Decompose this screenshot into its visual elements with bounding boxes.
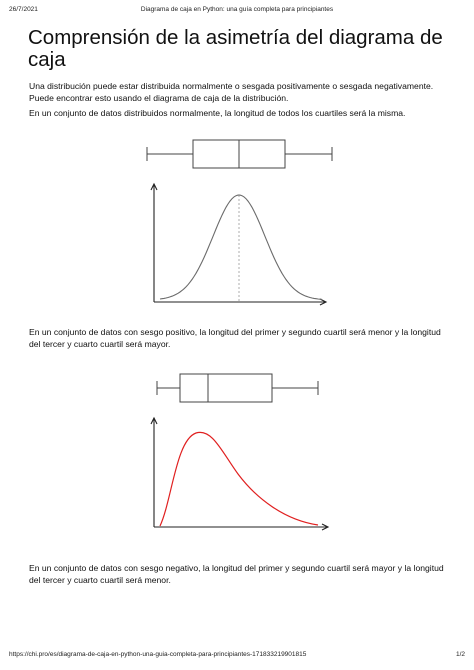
intro-line-2: Puede encontrar esto usando el diagrama de caja de la distribución. (29, 93, 289, 103)
skewed-boxplot (157, 374, 318, 402)
positive-skew-curve (160, 432, 318, 526)
positive-description-line-1: En un conjunto de datos con sesgo positivo, la longitud del primer y segundo cuartil será menor y la longitud (29, 327, 441, 337)
page-number: 1/2 (455, 651, 465, 658)
skewed-axes (151, 418, 328, 530)
positive-description-line-2: del tercer y cuarto cuartil será mayor. (29, 339, 171, 349)
header-doc-title: Diagrama de caja en Python: una guía completa para principiantes (140, 6, 334, 13)
footer-url: https://chi.pro/es/diagrama-de-caja-en-python-una-guia-completa-para-principiantes-171833219901815 (9, 651, 307, 658)
normal-description: En un conjunto de datos distribuidos normalmente, la longitud de todos los cuartiles será la misma. (29, 108, 406, 118)
negative-description-line-1: En un conjunto de datos con sesgo negativo, la longitud del primer y segundo cuartil será mayor y la longitud (29, 563, 444, 573)
negative-description-line-2: del tercer y cuarto cuartil será menor. (29, 575, 171, 585)
intro-line-1: Una distribución puede estar distribuida normalmente o sesgada positivamente o sesgada negativamente. (29, 81, 434, 91)
header-date: 26/7/2021 (9, 6, 38, 13)
boxplot-box (180, 374, 272, 402)
page-title: Comprensión de la asimetría del diagrama de caja (28, 26, 443, 71)
